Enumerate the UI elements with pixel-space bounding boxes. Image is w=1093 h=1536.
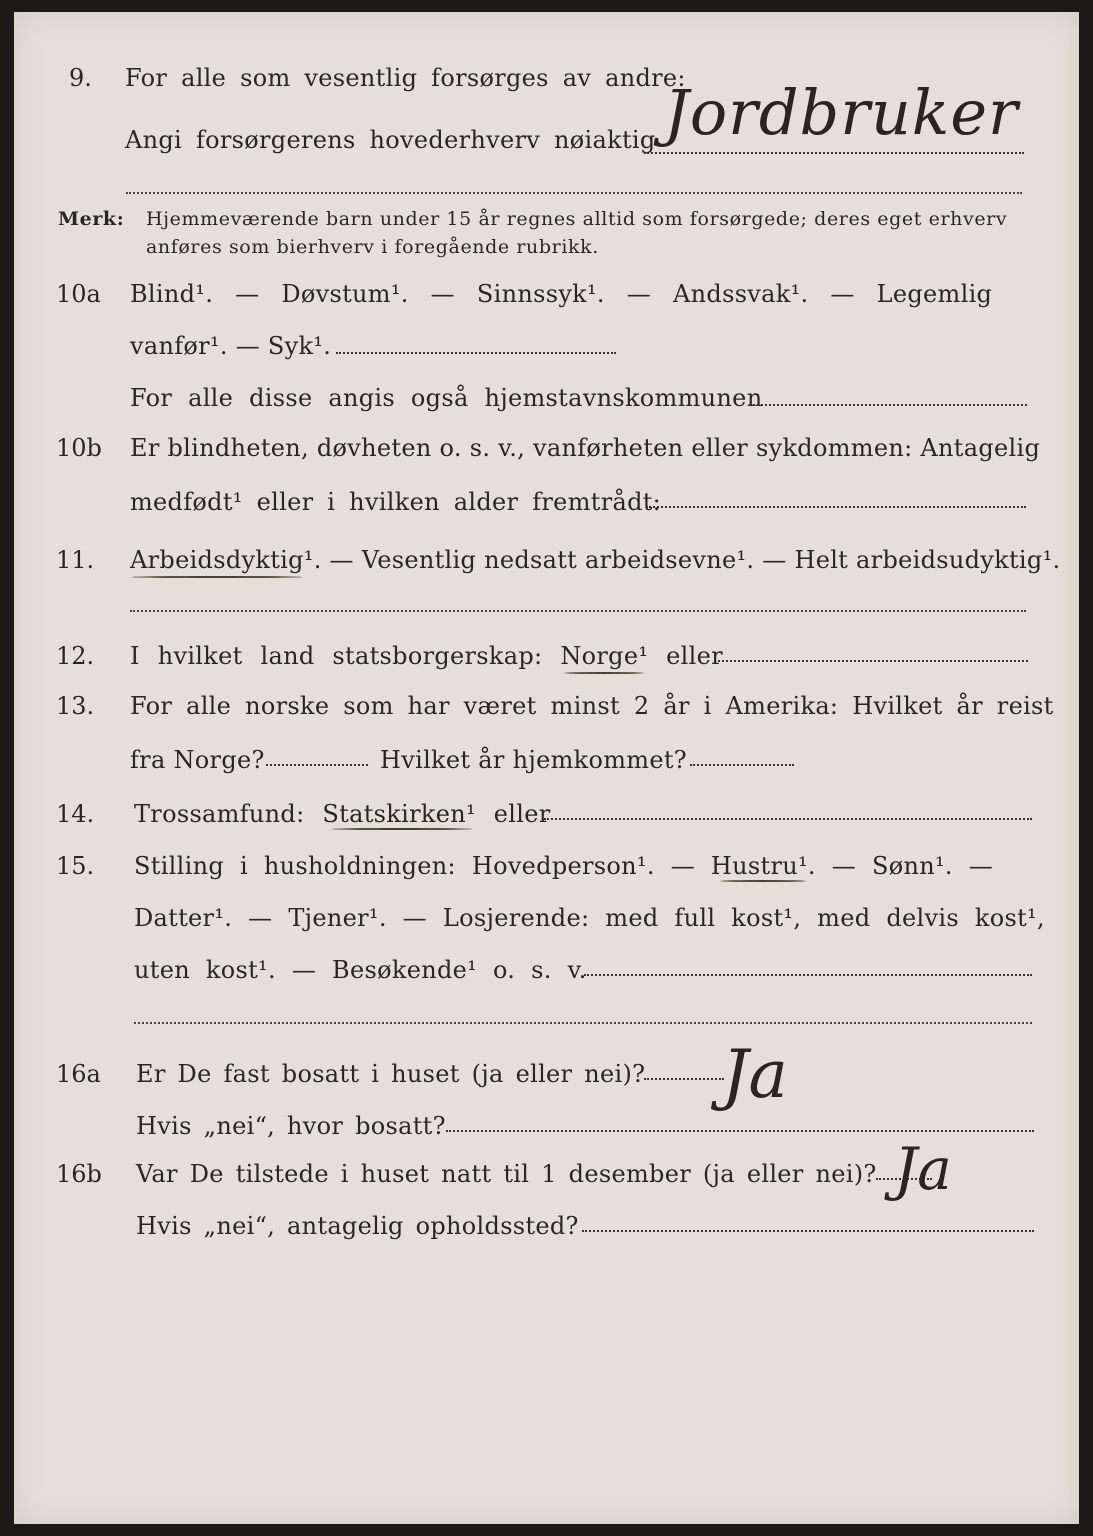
q16b-opholdssted-line [582,1230,1034,1232]
q16a-number: 16a [56,1060,101,1088]
q12-line1: I hvilket land statsborgerskap: Norge¹ eller [130,642,723,670]
q16a-bosatt-line [446,1130,1034,1132]
q9-answer-line [644,152,1024,154]
q11-underline-mark [132,576,302,578]
q10a-number: 10a [56,280,101,308]
q15-line1: Stilling i husholdningen: Hovedperson¹. — Hustru¹. — Sønn¹. — [134,852,994,880]
q13-hjemkommet-line [690,764,794,766]
form-page [14,12,1079,1524]
q10a-line2: vanfør¹. — Syk¹. [130,332,332,360]
q10a-syk-line [336,352,616,354]
q10b-line1: Er blindheten, døvheten o. s. v., vanførheten eller sykdommen: Antagelig [130,434,1041,462]
merk-label: Merk: [58,208,125,230]
q14-answer-line [544,818,1032,820]
q15-line2: Datter¹. — Tjener¹. — Losjerende: med full kost¹, med delvis kost¹, [134,904,1045,932]
q12-norge-underline [564,672,644,674]
q16a-answer-line [644,1078,724,1080]
q10a-line3: For alle disse angis også hjemstavnskommunen [130,384,763,412]
merk-line2: anføres som bierhverv i foregående rubrikk. [146,236,599,258]
q15-blank-line [134,1022,1032,1024]
q12-number: 12. [56,642,95,670]
q15-line3: uten kost¹. — Besøkende¹ o. s. v. [134,956,587,984]
q13-number: 13. [56,692,95,720]
q12-answer-line [718,660,1028,662]
q15-hustru-underline [720,880,806,882]
q16a-line2: Hvis „nei“, hvor bosatt? [136,1112,446,1140]
q13-reist-line [266,764,368,766]
q9-blank-line [126,192,1022,194]
q13-line2a: fra Norge? [130,746,265,774]
q15-number: 15. [56,852,95,880]
merk-line1: Hjemmeværende barn under 15 år regnes alltid som forsørgede; deres eget erhverv [146,208,1008,230]
q16b-line2: Hvis „nei“, antagelig opholdssted? [136,1212,579,1240]
q16a-line1: Er De fast bosatt i huset (ja eller nei)? [136,1060,646,1088]
q15-answer-line [584,974,1032,976]
q11-number: 11. [56,546,95,574]
q11-line1: Arbeidsdyktig¹. — Vesentlig nedsatt arbeidsevne¹. — Helt arbeidsudyktig¹. [130,546,1061,574]
q9-line1: For alle som vesentlig forsørges av andre: [125,64,686,92]
q10a-kommune-line [749,404,1027,406]
q9-handwritten-answer: Jordbruker [664,76,1019,149]
q16b-number: 16b [56,1160,102,1188]
q11-blank-line [130,610,1026,612]
q16b-handwritten-answer: Ja [894,1135,952,1203]
q13-line2b: Hvilket år hjemkommet? [380,746,687,774]
q16b-line1: Var De tilstede i huset natt til 1 desember (ja eller nei)? [136,1160,877,1188]
q16a-handwritten-answer: Ja [722,1036,788,1113]
q10b-answer-line [646,506,1026,508]
q10a-line1: Blind¹. — Døvstum¹. — Sinnssyk¹. — Andssvak¹. — Legemlig [130,280,993,308]
q14-line1: Trossamfund: Statskirken¹ eller [134,800,551,828]
q14-number: 14. [56,800,95,828]
q9-line2: Angi forsørgerens hovederhverv nøiaktig [125,126,656,154]
q10b-line2: medfødt¹ eller i hvilken alder fremtrådt: [130,488,662,516]
q9-number: 9. [69,64,92,92]
q14-statskirken-underline [332,828,472,830]
q13-line1: For alle norske som har været minst 2 år i Amerika: Hvilket år reist [130,692,1054,720]
q10b-number: 10b [56,434,102,462]
